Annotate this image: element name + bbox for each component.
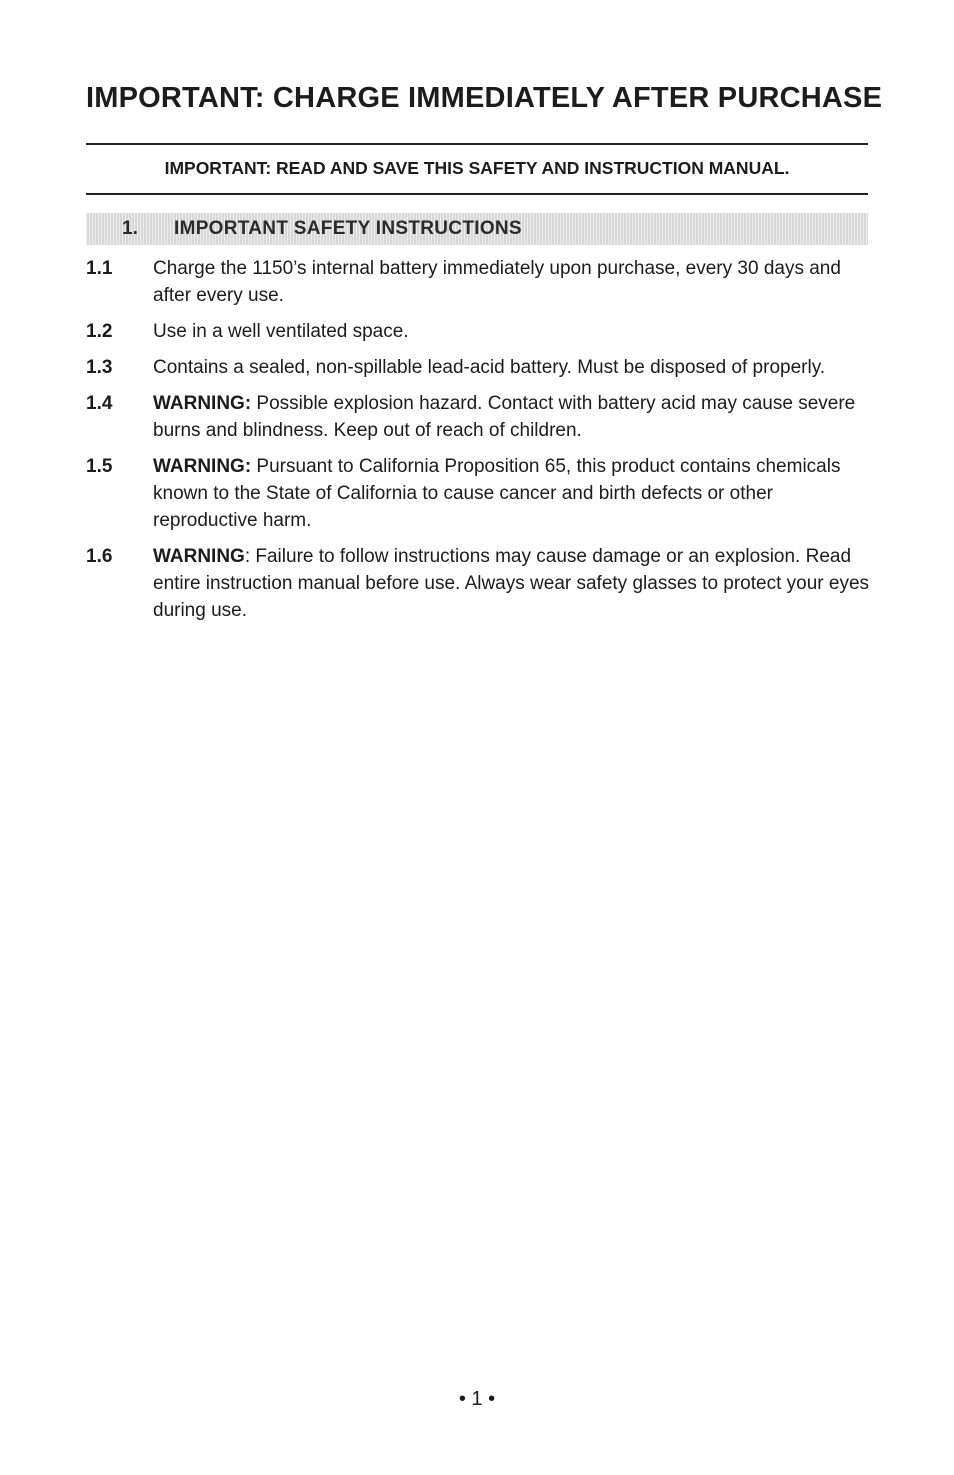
item-body: Possible explosion hazard. Contact with battery acid may cause severe burns and blindness. Keep out of reach of children. [153,393,856,441]
item-text [153,543,876,624]
item-text [153,354,876,381]
list-item [86,543,876,624]
item-text [153,318,876,345]
top-divider [86,143,868,145]
item-number: 1.2 [86,321,113,342]
item-body: Pursuant to California Proposition 65, this product contains chemicals known to the State of California to cause cancer and birth defects or other reproductive harm. [153,456,841,531]
item-lead: WARNING: [153,456,252,477]
item-body: Use in a well ventilated space. [153,321,409,342]
item-number: 1.1 [86,258,113,279]
item-number: 1.6 [86,546,113,567]
section-heading-band [86,213,868,245]
item-number: 1.4 [86,393,113,414]
bottom-divider [86,193,868,195]
page-title: IMPORTANT: CHARGE IMMEDIATELY AFTER PURCHASE [86,82,883,114]
item-number: 1.5 [86,456,113,477]
page-number: • 1 • [458,1388,496,1410]
item-lead: WARNING [153,546,245,567]
item-number: 1.3 [86,357,113,378]
item-text [153,255,876,309]
item-body: Contains a sealed, non-spillable lead-acid battery. Must be disposed of properly. [153,357,826,378]
safety-instructions-list [86,255,876,633]
item-body: Charge the 1150’s internal battery immediately upon purchase, every 30 days and after every use. [153,258,841,306]
list-item [86,255,876,309]
item-text [153,453,876,534]
item-lead: WARNING: [153,393,252,414]
list-item [86,318,876,345]
section-number: 1. [122,218,138,239]
item-body: : Failure to follow instructions may cause damage or an explosion. Read entire instruction manual before use. Always wear safety glasses to protect your eyes during use. [153,546,870,621]
list-item [86,453,876,534]
item-text [153,390,876,444]
section-title: IMPORTANT SAFETY INSTRUCTIONS [174,218,522,239]
manual-notice: IMPORTANT: READ AND SAVE THIS SAFETY AND INSTRUCTION MANUAL. [164,158,790,178]
list-item [86,390,876,444]
list-item [86,354,876,381]
